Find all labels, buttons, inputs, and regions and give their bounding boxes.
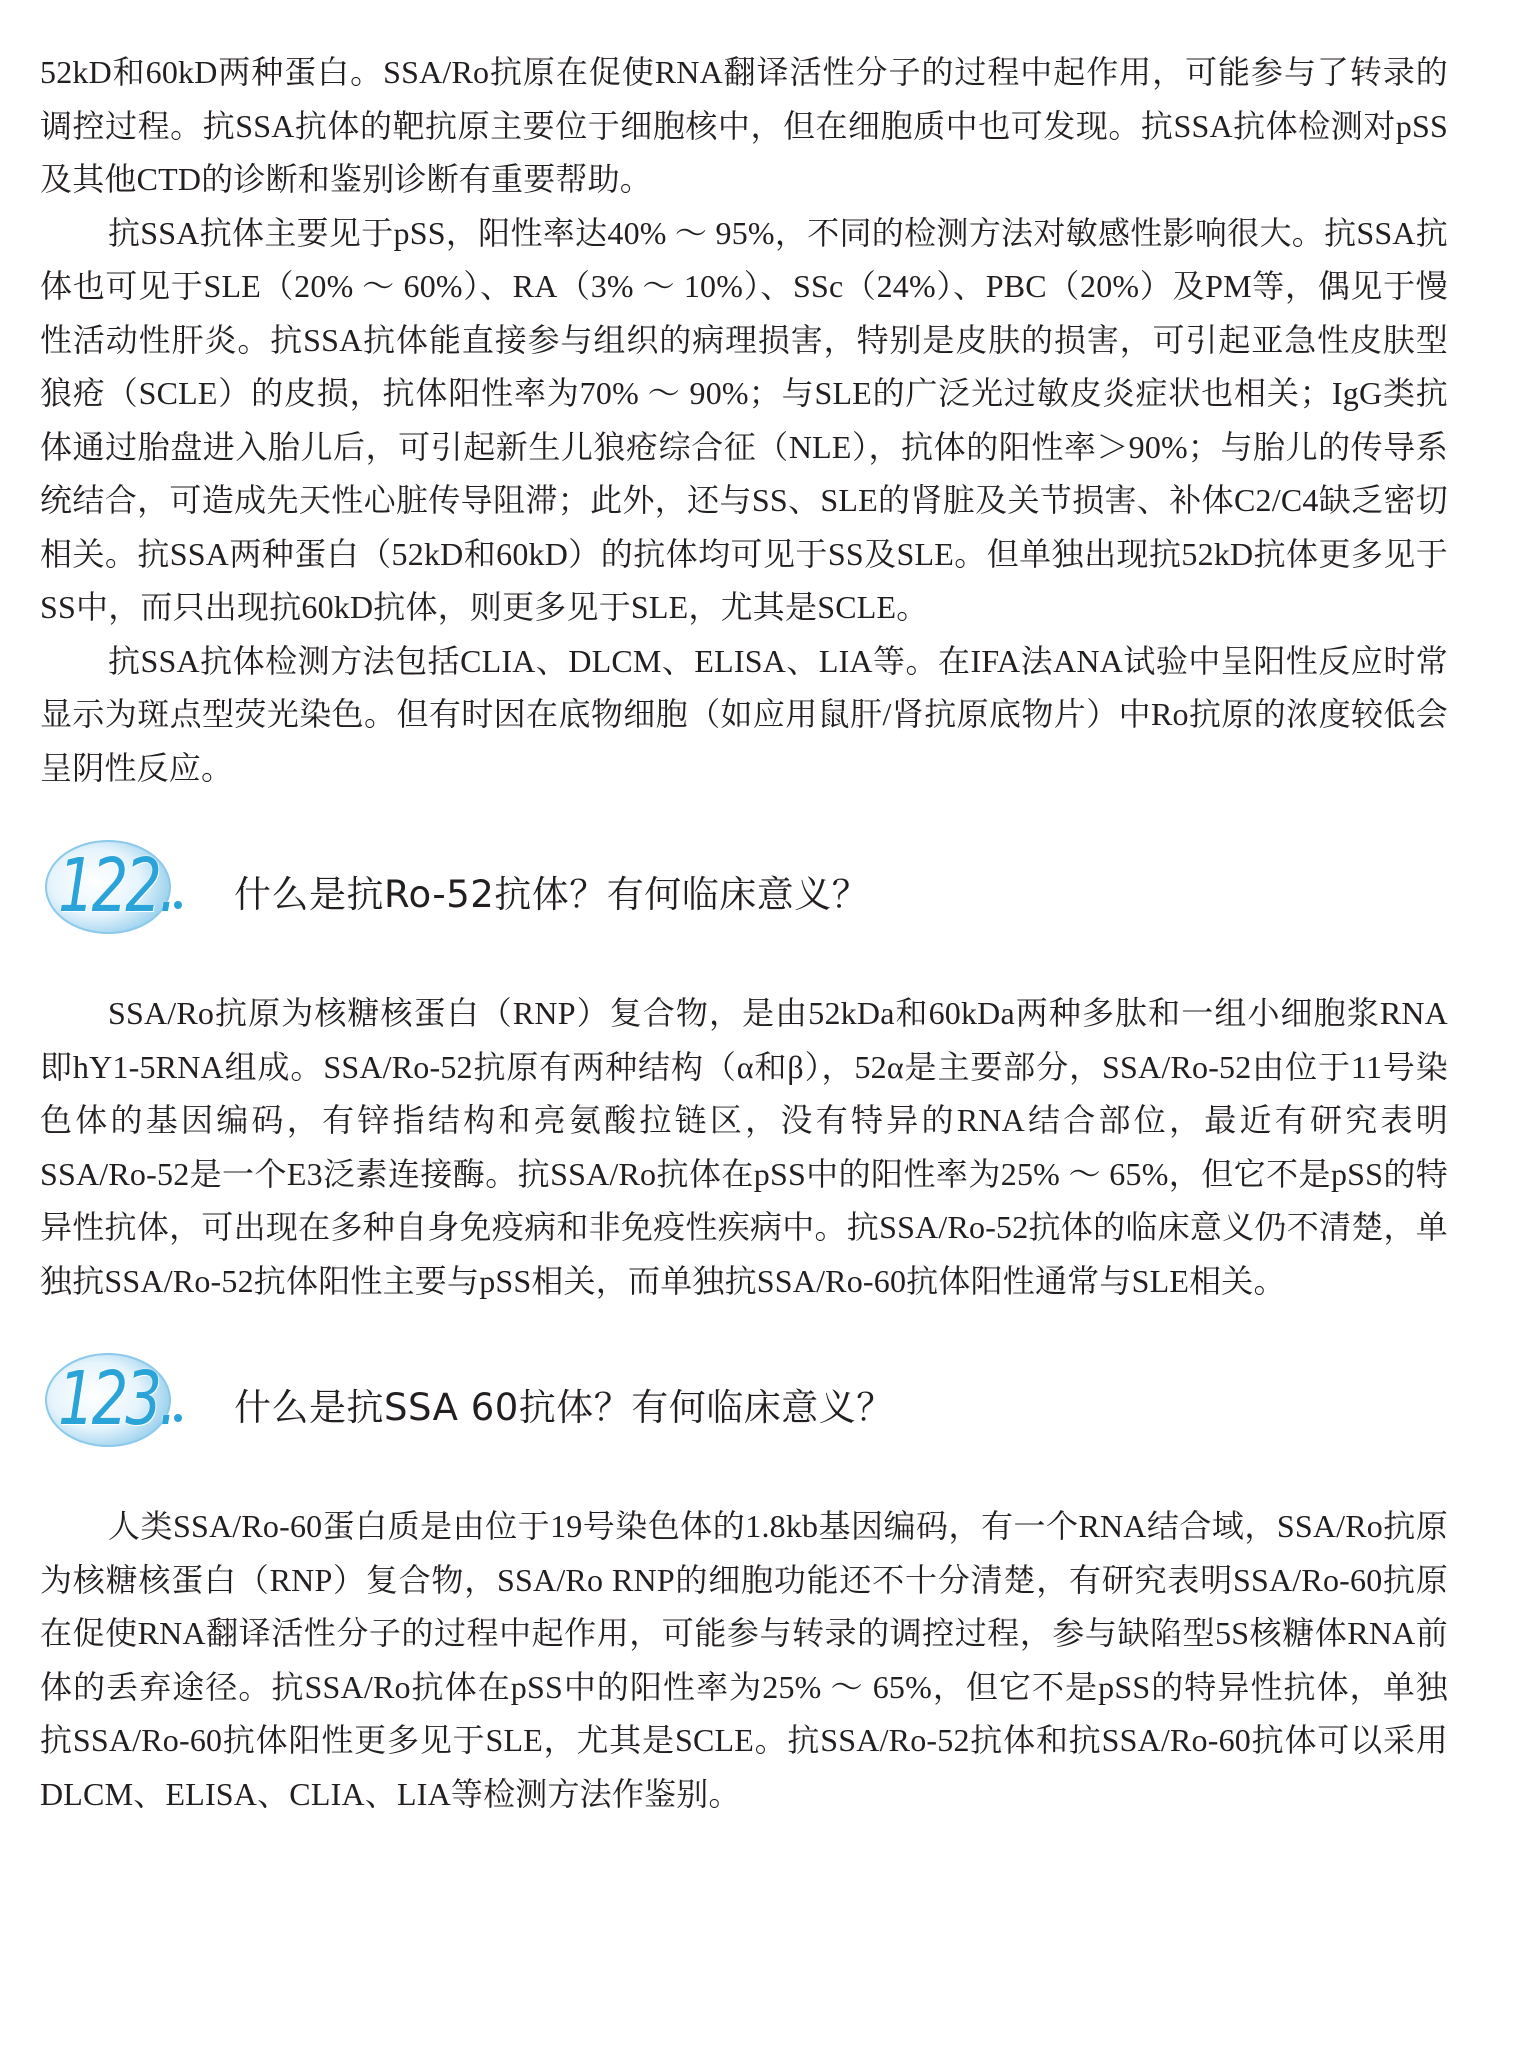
section-123-body: 人类SSA/Ro-60蛋白质是由位于19号染色体的1.8kb基因编码，有一个RNA结合域，SSA/Ro抗原为核糖核蛋白（RNP）复合物，SSA/Ro RNP的细胞功能还不十分清楚，有研究表明SSA/Ro-60抗原在促使RNA翻译活性分子的过程中起作用，可能参与转录的调控过程，参与缺陷型5S核糖体RNA前体的丢弃途径。抗SSA/Ro抗体在pSS中的阳性率为25% ～ 65%，但它不是pSS的特异性抗体，单独抗SSA/Ro-60抗体阳性更多见于SLE，尤其是SCLE。抗SSA/Ro-52抗体和抗SSA/Ro-60抗体可以采用DLCM、ELISA、CLIA、LIA等检测方法作鉴别。 xyxy=(40,1508,1448,1812)
question-number-badge xyxy=(40,837,190,937)
intro-paragraph-1: 52kD和60kD两种蛋白。SSA/Ro抗原在促使RNA翻译活性分子的过程中起作用，可能参与了转录的调控过程。抗SSA抗体的靶抗原主要位于细胞核中，但在细胞质中也可发现。抗SSA抗体检测对pSS及其他CTD的诊断和鉴别诊断有重要帮助。 xyxy=(40,54,1448,197)
section-title: 什么是抗SSA 60抗体？有何临床意义？ xyxy=(234,1386,894,1429)
section-122-body: SSA/Ro抗原为核糖核蛋白（RNP）复合物，是由52kDa和60kDa两种多肽和一组小细胞浆RNA即hY1-5RNA组成。SSA/Ro-52抗原有两种结构（α和β），52α是主要部分，SSA/Ro-52由位于11号染色体的基因编码，有锌指结构和亮氨酸拉链区，没有特异的RNA结合部位，最近有研究表明SSA/Ro-52是一个E3泛素连接酶。抗SSA/Ro抗体在pSS中的阳性率为25% ～ 65%，但它不是pSS的特异性抗体，可出现在多种自身免疫病和非免疫性疾病中。抗SSA/Ro-52抗体的临床意义仍不清楚，单独抗SSA/Ro-52抗体阳性主要与pSS相关，而单独抗SSA/Ro-60抗体阳性通常与SLE相关。 xyxy=(40,995,1448,1299)
question-number: 122. xyxy=(58,843,175,929)
section-heading-123 xyxy=(40,1350,1448,1450)
intro-paragraph-2: 抗SSA抗体主要见于pSS，阳性率达40% ～ 95%，不同的检测方法对敏感性影响很大。抗SSA抗体也可见于SLE（20% ～ 60%）、RA（3% ～ 10%）、SSc（24%）、PBC（20%）及PM等，偶见于慢性活动性肝炎。抗SSA抗体能直接参与组织的病理损害，特别是皮肤的损害，可引起亚急性皮肤型狼疮（SCLE）的皮损，抗体阳性率为70% ～ 90%；与SLE的广泛光过敏皮炎症状也相关；IgG类抗体通过胎盘进入胎儿后，可引起新生儿狼疮综合征（NLE），抗体的阳性率＞90%；与胎儿的传导系统结合，可造成先天性心脏传导阻滞；此外，还与SS、SLE的肾脏及关节损害、补体C2/C4缺乏密切相关。抗SSA两种蛋白（52kD和60kD）的抗体均可见于SS及SLE。但单独出现抗52kD抗体更多见于SS中，而只出现抗60kD抗体，则更多见于SLE，尤其是SCLE。 xyxy=(40,214,1448,625)
intro-paragraph-3: 抗SSA抗体检测方法包括CLIA、DLCM、ELISA、LIA等。在IFA法ANA试验中呈阳性反应时常显示为斑点型荧光染色。但有时因在底物细胞（如应用鼠肝/肾抗原底物片）中Ro抗原的浓度较低会呈阴性反应。 xyxy=(40,642,1448,786)
section-heading-122 xyxy=(40,837,1448,937)
section-title: 什么是抗Ro-52抗体？有何临床意义？ xyxy=(234,873,870,916)
page-content xyxy=(40,46,1448,1821)
question-number: 123. xyxy=(58,1356,175,1442)
question-number-badge xyxy=(40,1350,190,1450)
